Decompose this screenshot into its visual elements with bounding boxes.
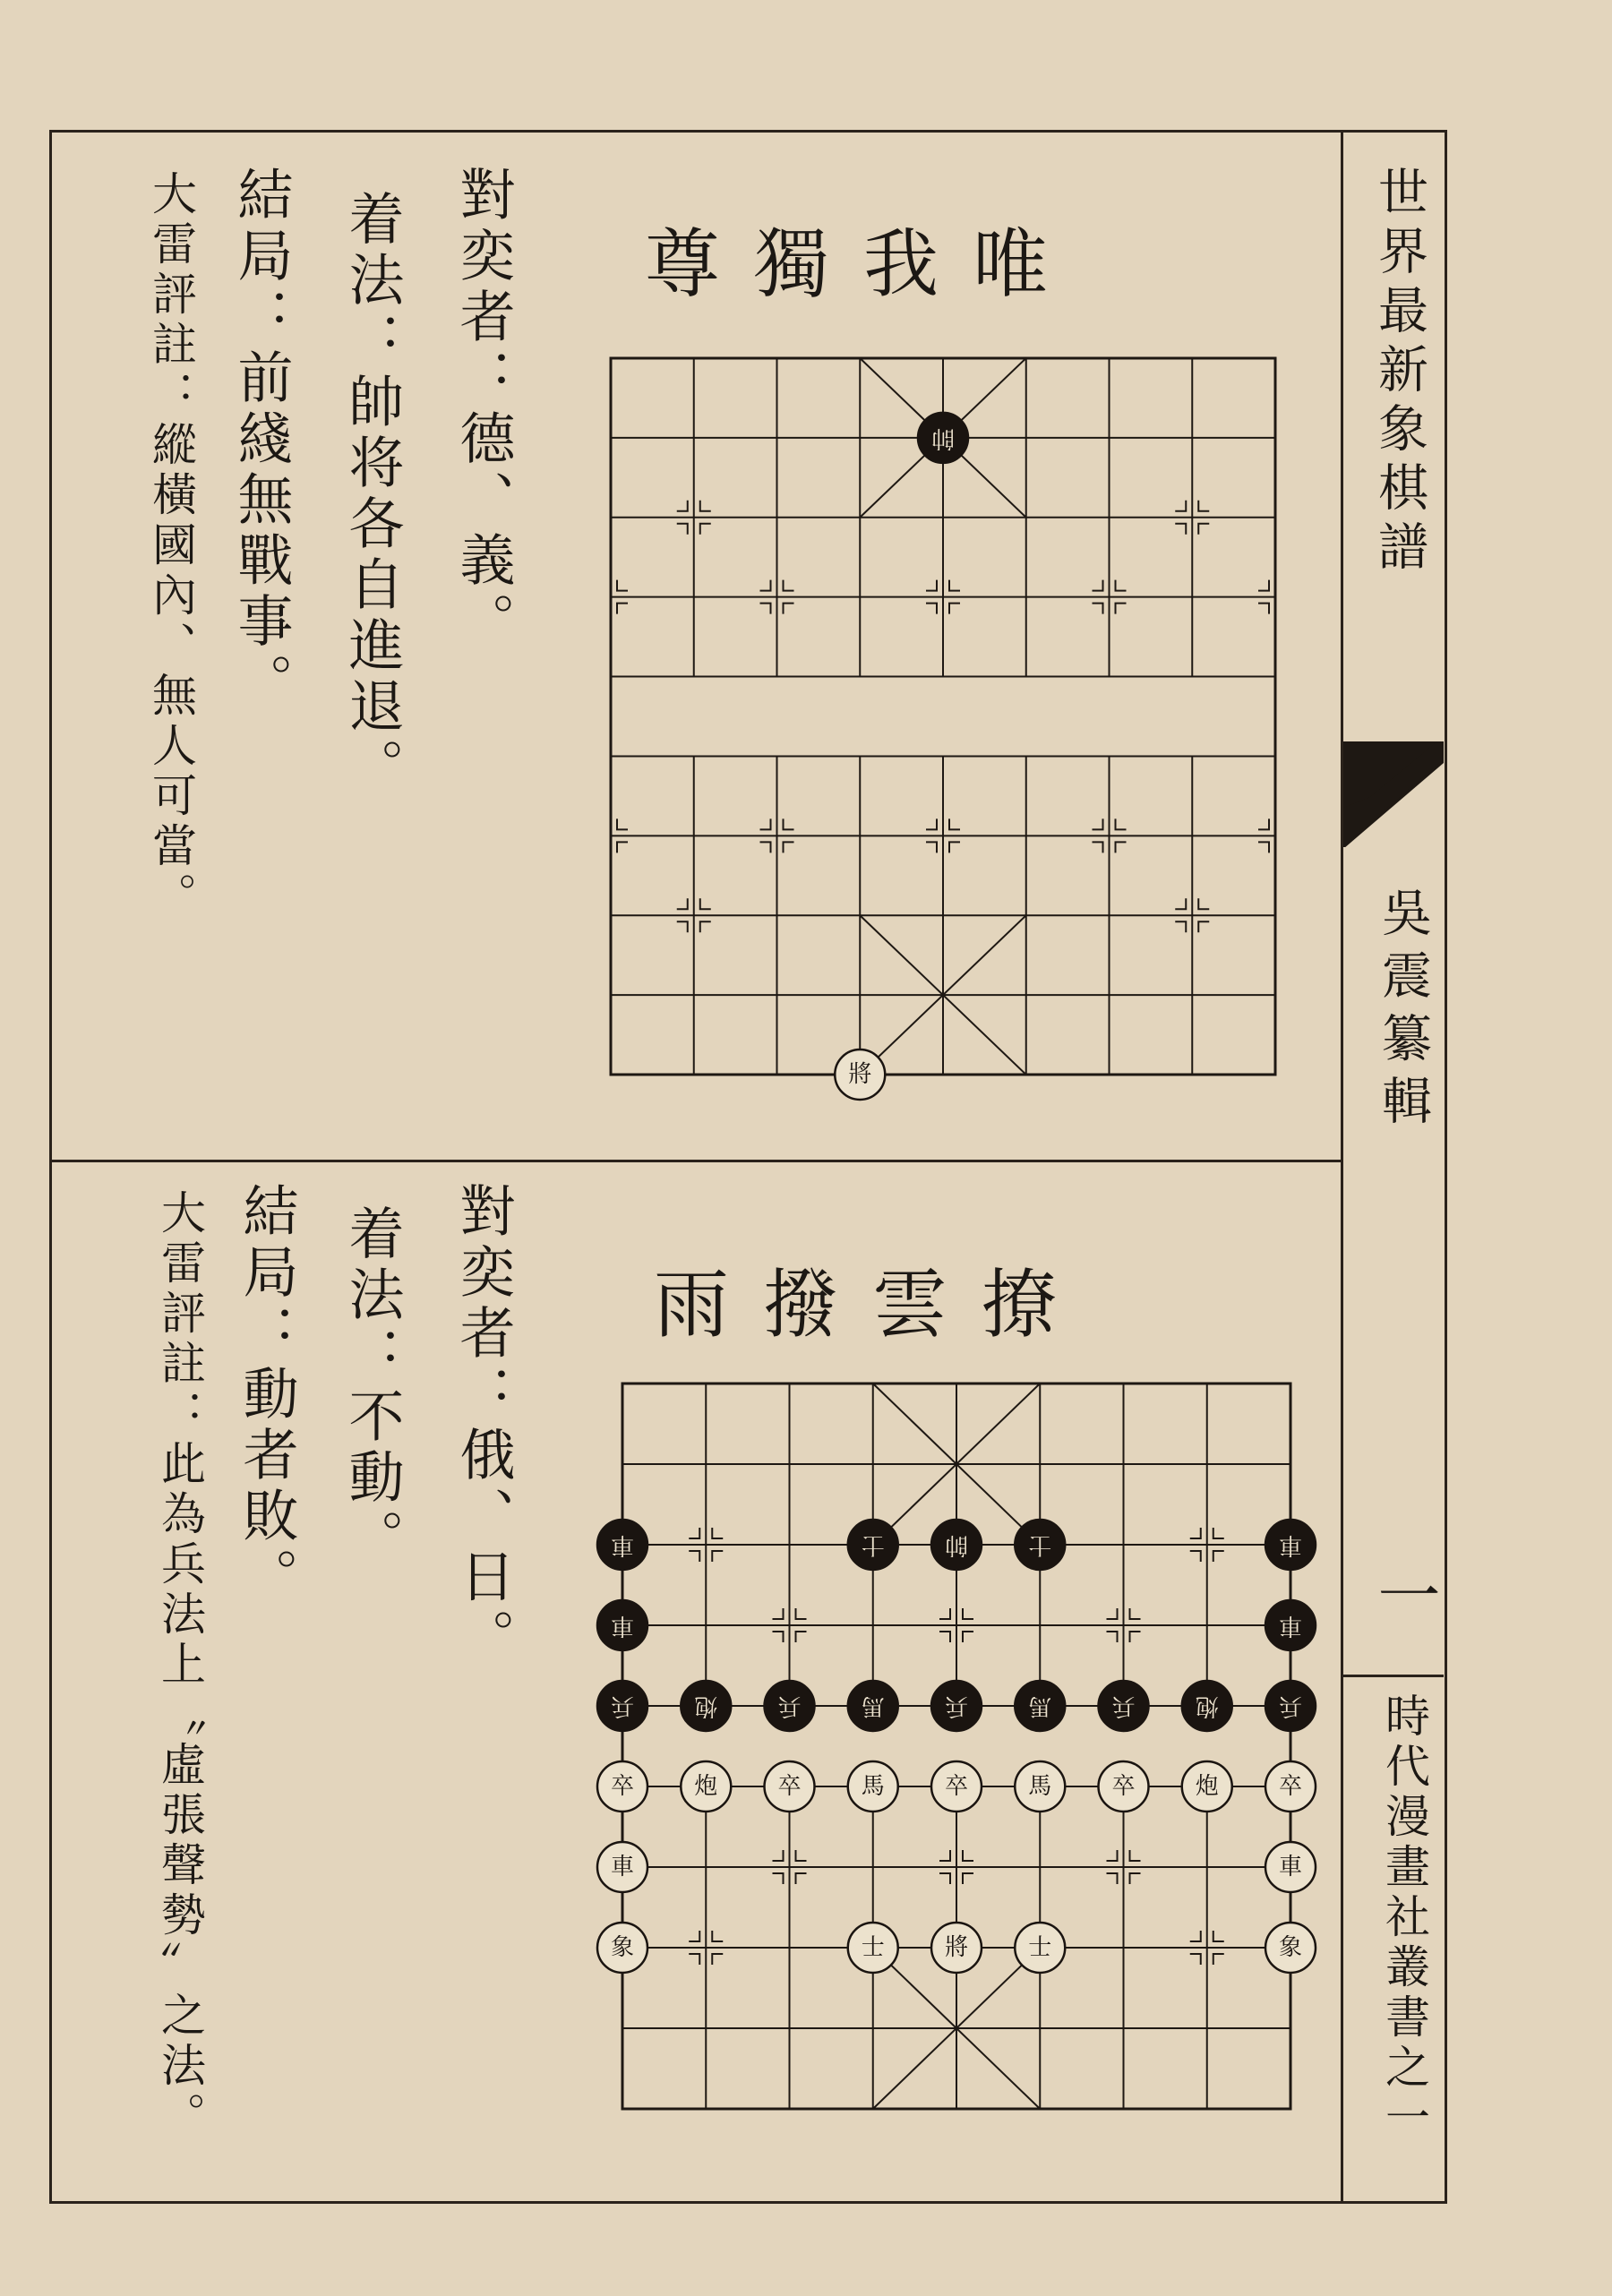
puzzle2-piece bbox=[1265, 1681, 1316, 1731]
puzzle2-piece-label: 車 bbox=[1278, 1531, 1303, 1558]
puzzle2-moves: 着法：不動。 bbox=[339, 1204, 405, 1570]
decorative-band bbox=[1343, 741, 1444, 847]
puzzle2-piece bbox=[681, 1681, 731, 1731]
puzzle2-piece-label: 兵 bbox=[610, 1692, 635, 1719]
puzzle1-board bbox=[573, 336, 1316, 1124]
puzzle2-piece bbox=[931, 1681, 982, 1731]
puzzle1-comment: 大雷評註：縱橫國內、無人可當。 bbox=[145, 170, 197, 922]
puzzle2-piece-label: 卒 bbox=[1111, 1773, 1136, 1800]
puzzle2-piece bbox=[597, 1520, 647, 1570]
series-title: 時代漫畫社叢書之一 bbox=[1378, 1692, 1430, 2144]
puzzle2-piece-label: 士 bbox=[861, 1531, 885, 1558]
puzzle2-piece-label: 士 bbox=[1028, 1934, 1052, 1961]
puzzle2-piece bbox=[1099, 1761, 1149, 1812]
puzzle2-result: 結局：動者敗。 bbox=[234, 1182, 299, 1608]
puzzle2-piece-label: 馬 bbox=[1028, 1773, 1052, 1800]
puzzle1-title-text: 唯我獨尊 bbox=[645, 220, 1083, 308]
puzzle2-piece bbox=[848, 1520, 898, 1570]
puzzle1-result: 結局：前綫無戰事。 bbox=[228, 166, 294, 714]
puzzle2-piece-label: 士 bbox=[861, 1934, 885, 1961]
puzzle2-piece-label: 炮 bbox=[694, 1773, 718, 1800]
puzzle1-grid bbox=[611, 358, 1275, 1075]
puzzle2-title-text: 撩雲撥雨 bbox=[654, 1261, 1092, 1349]
puzzle2-piece-label: 馬 bbox=[861, 1692, 885, 1719]
puzzle2-piece-label: 卒 bbox=[610, 1773, 635, 1800]
puzzle2-piece bbox=[1015, 1681, 1065, 1731]
puzzle2-comment: 大雷評註：此為兵法上〝虛張聲勢〞之法。 bbox=[154, 1189, 206, 2142]
puzzle2-piece bbox=[1265, 1761, 1316, 1812]
puzzle2-piece bbox=[931, 1520, 982, 1570]
puzzle1-players: 對奕者：德、義。 bbox=[450, 166, 516, 653]
puzzle2-piece bbox=[848, 1681, 898, 1731]
puzzle2-piece bbox=[1015, 1520, 1065, 1570]
puzzle2-piece bbox=[931, 1923, 982, 1973]
puzzle2-piece-label: 兵 bbox=[944, 1692, 969, 1719]
puzzle2-piece-label: 炮 bbox=[1195, 1773, 1219, 1800]
puzzle2-piece bbox=[1099, 1681, 1149, 1731]
puzzle2-piece-label: 象 bbox=[1278, 1934, 1303, 1961]
puzzle2-piece-label: 象 bbox=[610, 1934, 635, 1961]
puzzle1-piece-label: 將 bbox=[848, 1061, 872, 1088]
puzzle2-piece bbox=[931, 1761, 982, 1812]
book-title: 世界最新象棋譜 bbox=[1370, 166, 1428, 579]
puzzle2-piece-label: 卒 bbox=[1278, 1773, 1303, 1800]
puzzle2-piece bbox=[1182, 1761, 1232, 1812]
puzzle2-piece bbox=[1265, 1600, 1316, 1650]
puzzle2-piece-label: 車 bbox=[1278, 1612, 1303, 1639]
section-divider bbox=[52, 1160, 1343, 1162]
puzzle2-piece bbox=[765, 1761, 815, 1812]
puzzle2-piece-label: 車 bbox=[610, 1854, 635, 1880]
puzzle2-piece-label: 士 bbox=[1028, 1531, 1052, 1558]
puzzle1-piece bbox=[918, 413, 968, 463]
puzzle1-piece bbox=[835, 1049, 885, 1100]
puzzle2-grid bbox=[622, 1384, 1290, 2109]
puzzle2-piece-label: 車 bbox=[610, 1531, 635, 1558]
puzzle2-piece-label: 炮 bbox=[694, 1692, 718, 1719]
puzzle2-piece bbox=[597, 1681, 647, 1731]
puzzle2-piece bbox=[1015, 1923, 1065, 1973]
puzzle2-piece bbox=[597, 1923, 647, 1973]
puzzle2-piece-label: 兵 bbox=[1111, 1692, 1136, 1719]
puzzle2-piece bbox=[1265, 1520, 1316, 1570]
puzzle2-piece-label: 帥 bbox=[944, 1531, 969, 1558]
puzzle2-piece bbox=[597, 1842, 647, 1892]
puzzle2-piece bbox=[1265, 1923, 1316, 1973]
puzzle2-piece-label: 馬 bbox=[861, 1773, 885, 1800]
puzzle2-piece-label: 車 bbox=[610, 1612, 635, 1639]
puzzle2-piece bbox=[765, 1681, 815, 1731]
puzzle2-piece bbox=[848, 1923, 898, 1973]
puzzle2-piece bbox=[1182, 1681, 1232, 1731]
puzzle2-players: 對奕者：俄、日。 bbox=[450, 1182, 516, 1669]
puzzle2-title bbox=[654, 1245, 1091, 1353]
puzzle2-piece-label: 兵 bbox=[1278, 1692, 1303, 1719]
puzzle2-piece-label: 馬 bbox=[1028, 1692, 1052, 1719]
volume-number: 一 bbox=[1368, 1563, 1441, 1625]
sidebar-divider bbox=[1341, 130, 1343, 2201]
sidebar-rule bbox=[1343, 1675, 1444, 1677]
puzzle2-piece bbox=[597, 1761, 647, 1812]
puzzle2-piece-label: 車 bbox=[1278, 1854, 1303, 1880]
puzzle1-title bbox=[645, 204, 1082, 313]
puzzle2-piece bbox=[1265, 1842, 1316, 1892]
author-name: 吳震纂輯 bbox=[1374, 887, 1432, 1137]
puzzle2-board bbox=[587, 1361, 1330, 2131]
puzzle2-piece bbox=[681, 1761, 731, 1812]
puzzle2-piece bbox=[597, 1600, 647, 1650]
puzzle1-piece-label: 帥 bbox=[930, 424, 956, 451]
puzzle2-piece bbox=[848, 1761, 898, 1812]
puzzle2-piece-label: 兵 bbox=[777, 1692, 802, 1719]
puzzle2-piece-label: 卒 bbox=[944, 1773, 969, 1800]
puzzle2-piece-label: 將 bbox=[944, 1934, 969, 1961]
puzzle2-piece-label: 卒 bbox=[777, 1773, 802, 1800]
puzzle1-moves: 着法：帥将各自進退。 bbox=[339, 190, 405, 799]
puzzle2-piece-label: 炮 bbox=[1195, 1692, 1219, 1719]
puzzle2-piece bbox=[1015, 1761, 1065, 1812]
